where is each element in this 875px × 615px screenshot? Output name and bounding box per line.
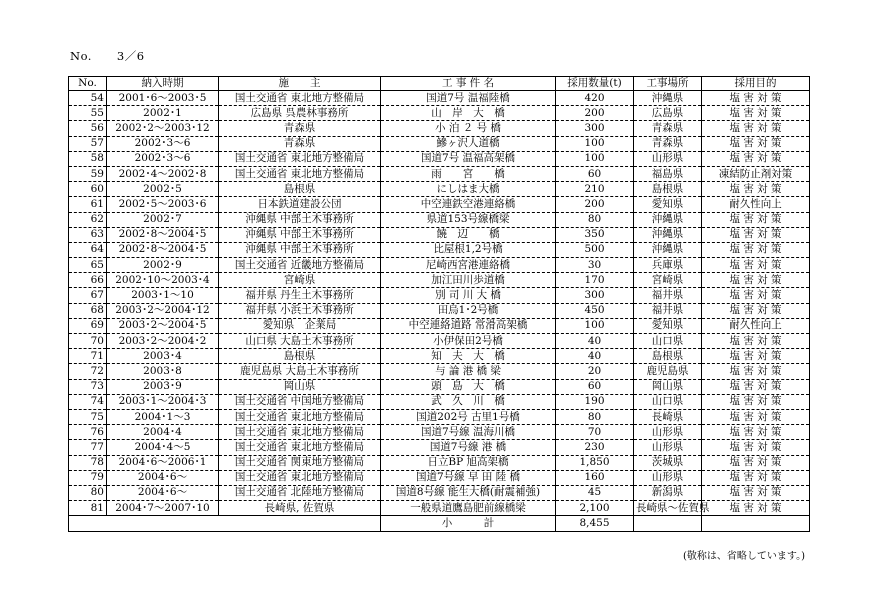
row-period: 2003･2～2004･2 <box>107 334 219 349</box>
row-purpose: 塩 害 対 策 <box>702 394 810 409</box>
row-no: 75 <box>69 409 107 424</box>
row-period: 2003･8 <box>107 364 219 379</box>
row-project: 比屋根1,2号橋 <box>381 242 556 257</box>
row-period: 2003･9 <box>107 379 219 394</box>
row-quantity: 100 <box>556 318 634 333</box>
row-no: 63 <box>69 227 107 242</box>
row-project: 頭 島 大 橋 <box>381 379 556 394</box>
row-project: 中空連絡道路 常滑高架橋 <box>381 318 556 333</box>
row-site: 山形県 <box>634 440 702 455</box>
table-row <box>69 227 810 242</box>
row-quantity: 230 <box>556 440 634 455</box>
row-site: 島根県 <box>634 182 702 197</box>
page-number-label: No. <box>70 49 92 63</box>
table-row <box>69 470 810 485</box>
row-period: 2002･10～2003･4 <box>107 273 219 288</box>
row-quantity: 40 <box>556 349 634 364</box>
table-row <box>69 379 810 394</box>
row-no: 68 <box>69 303 107 318</box>
row-no: 78 <box>69 455 107 470</box>
row-client: 国土交通省 関東地方整備局 <box>219 455 381 470</box>
row-no: 62 <box>69 212 107 227</box>
row-project: 国道8号線 能生大橋(耐震補強) <box>381 485 556 500</box>
row-purpose: 塩 害 対 策 <box>702 303 810 318</box>
row-purpose: 塩 害 対 策 <box>702 425 810 440</box>
row-no: 67 <box>69 288 107 303</box>
row-no: 59 <box>69 166 107 181</box>
row-quantity: 45 <box>556 485 634 500</box>
row-period: 2003･1～2004･3 <box>107 394 219 409</box>
row-quantity: 80 <box>556 212 634 227</box>
row-client: 広島県 呉農林事務所 <box>219 106 381 121</box>
table-row <box>69 182 810 197</box>
row-site: 福井県 <box>634 288 702 303</box>
row-project: 小 泊 ２ 号 橋 <box>381 121 556 136</box>
row-project: 県道153号線橋梁 <box>381 212 556 227</box>
row-purpose: 塩 害 対 策 <box>702 106 810 121</box>
row-period: 2002･7 <box>107 212 219 227</box>
row-quantity: 30 <box>556 258 634 273</box>
row-site: 山形県 <box>634 425 702 440</box>
row-no: 54 <box>69 91 107 106</box>
row-site: 茨城県 <box>634 455 702 470</box>
table-row <box>69 166 810 181</box>
row-project: 国道7号線 港 橋 <box>381 440 556 455</box>
row-no: 61 <box>69 197 107 212</box>
row-project: 国道7号 温福高架橋 <box>381 151 556 166</box>
row-project: 中空連鉄空港連絡橋 <box>381 197 556 212</box>
row-project: 饒 辺 橋 <box>381 227 556 242</box>
table-row <box>69 106 810 121</box>
row-no: 70 <box>69 334 107 349</box>
table-row <box>69 334 810 349</box>
subtotal-quantity: 8,455 <box>556 516 634 532</box>
row-period: 2004･6～ <box>107 470 219 485</box>
header-row <box>69 77 810 91</box>
table-row <box>69 440 810 455</box>
row-quantity: 2,100 <box>556 501 634 516</box>
row-quantity: 210 <box>556 182 634 197</box>
row-period: 2002･8～2004･5 <box>107 227 219 242</box>
row-no: 58 <box>69 151 107 166</box>
row-purpose: 塩 害 対 策 <box>702 151 810 166</box>
row-site: 福島県 <box>634 166 702 181</box>
row-period: 2002･2～2003･12 <box>107 121 219 136</box>
table-row <box>69 242 810 257</box>
row-quantity: 100 <box>556 136 634 151</box>
row-quantity: 450 <box>556 303 634 318</box>
header-project: 工 事 件 名 <box>381 77 556 91</box>
row-project: 雨 宮 橋 <box>381 166 556 181</box>
row-period: 2003･2～2004･12 <box>107 303 219 318</box>
row-site: 兵庫県 <box>634 258 702 273</box>
table-row <box>69 258 810 273</box>
table-header <box>69 77 810 91</box>
row-purpose: 耐久性向上 <box>702 318 810 333</box>
table-row <box>69 455 810 470</box>
row-client: 福井県 小浜土木事務所 <box>219 303 381 318</box>
row-purpose: 塩 害 対 策 <box>702 91 810 106</box>
row-project: 国道7号線 温海川橋 <box>381 425 556 440</box>
row-quantity: 420 <box>556 91 634 106</box>
row-quantity: 350 <box>556 227 634 242</box>
row-purpose: 塩 害 対 策 <box>702 409 810 424</box>
row-site: 山口県 <box>634 334 702 349</box>
row-project: 一般県道鷹島肥前線橋梁 <box>381 501 556 516</box>
row-quantity: 190 <box>556 394 634 409</box>
row-no: 72 <box>69 364 107 379</box>
table-row <box>69 409 810 424</box>
row-site: 愛知県 <box>634 197 702 212</box>
row-purpose: 塩 害 対 策 <box>702 501 810 516</box>
row-site: 鹿児島県 <box>634 364 702 379</box>
row-purpose: 塩 害 対 策 <box>702 288 810 303</box>
subtotal-label: 小 計 <box>381 516 556 532</box>
table-row <box>69 425 810 440</box>
row-client: 国土交通省 東北地方整備局 <box>219 440 381 455</box>
row-purpose: 塩 害 対 策 <box>702 455 810 470</box>
row-project: 与 論 港 橋 梁 <box>381 364 556 379</box>
row-purpose: 塩 害 対 策 <box>702 182 810 197</box>
row-period: 2003･4 <box>107 349 219 364</box>
row-no: 55 <box>69 106 107 121</box>
row-site: 長崎県 <box>634 409 702 424</box>
row-no: 64 <box>69 242 107 257</box>
row-purpose: 塩 害 対 策 <box>702 364 810 379</box>
row-period: 2004･7～2007･10 <box>107 501 219 516</box>
row-client: 青森県 <box>219 121 381 136</box>
subtotal-blank <box>69 516 381 532</box>
row-quantity: 80 <box>556 409 634 424</box>
row-client: 長崎県, 佐賀県 <box>219 501 381 516</box>
header-site: 工事場所 <box>634 77 702 91</box>
row-purpose: 塩 害 対 策 <box>702 273 810 288</box>
row-project: 知 夫 大 橋 <box>381 349 556 364</box>
row-period: 2002･4～2002･8 <box>107 166 219 181</box>
row-site: 青森県 <box>634 136 702 151</box>
row-project: 鰺ヶ沢人道橋 <box>381 136 556 151</box>
row-period: 2004･1～3 <box>107 409 219 424</box>
row-period: 2001･6～2003･5 <box>107 91 219 106</box>
row-project: 山 岸 大 橋 <box>381 106 556 121</box>
row-period: 2004･6～2006･1 <box>107 455 219 470</box>
row-no: 80 <box>69 485 107 500</box>
row-period: 2004･4～5 <box>107 440 219 455</box>
row-quantity: 60 <box>556 379 634 394</box>
row-no: 60 <box>69 182 107 197</box>
header-quantity: 採用数量(t) <box>556 77 634 91</box>
row-client: 山口県 大島土木事務所 <box>219 334 381 349</box>
row-client: 沖縄県 中部土木事務所 <box>219 227 381 242</box>
row-client: 青森県 <box>219 136 381 151</box>
row-site: 宮崎県 <box>634 273 702 288</box>
row-project: 小伊保田2号橋 <box>381 334 556 349</box>
row-period: 2002･9 <box>107 258 219 273</box>
row-project: 国道202号 古里1号橋 <box>381 409 556 424</box>
row-client: 国土交通省 近畿地方整備局 <box>219 258 381 273</box>
row-site: 山形県 <box>634 470 702 485</box>
row-project: にしはま大橋 <box>381 182 556 197</box>
row-purpose: 塩 害 対 策 <box>702 258 810 273</box>
row-project: 国道7号線 早 田 陸 橋 <box>381 470 556 485</box>
header-purpose: 採用目的 <box>702 77 810 91</box>
row-client: 沖縄県 中部土木事務所 <box>219 212 381 227</box>
row-quantity: 20 <box>556 364 634 379</box>
row-purpose: 塩 害 対 策 <box>702 121 810 136</box>
row-quantity: 200 <box>556 106 634 121</box>
row-quantity: 300 <box>556 121 634 136</box>
row-no: 76 <box>69 425 107 440</box>
row-period: 2002･5 <box>107 182 219 197</box>
row-period: 2002･1 <box>107 106 219 121</box>
row-site: 青森県 <box>634 121 702 136</box>
row-client: 国土交通省 中国地方整備局 <box>219 394 381 409</box>
row-purpose: 塩 害 対 策 <box>702 212 810 227</box>
row-client: 国土交通省 東北地方整備局 <box>219 166 381 181</box>
table-row <box>69 91 810 106</box>
row-no: 73 <box>69 379 107 394</box>
row-project: 田烏1･2号橋 <box>381 303 556 318</box>
row-no: 56 <box>69 121 107 136</box>
row-project: 別 司 川 大 橋 <box>381 288 556 303</box>
row-client: 日本鉄道建設公団 <box>219 197 381 212</box>
table-row <box>69 212 810 227</box>
row-site: 愛知県 <box>634 318 702 333</box>
row-site: 沖縄県 <box>634 212 702 227</box>
row-client: 福井県 丹生土木事務所 <box>219 288 381 303</box>
row-site: 新潟県 <box>634 485 702 500</box>
row-no: 79 <box>69 470 107 485</box>
row-no: 74 <box>69 394 107 409</box>
table-row <box>69 349 810 364</box>
row-site: 長崎県～佐賀県 <box>634 501 702 516</box>
row-period: 2004･4 <box>107 425 219 440</box>
row-purpose: 塩 害 対 策 <box>702 349 810 364</box>
row-no: 69 <box>69 318 107 333</box>
row-site: 沖縄県 <box>634 242 702 257</box>
row-no: 77 <box>69 440 107 455</box>
row-client: 島根県 <box>219 182 381 197</box>
row-quantity: 70 <box>556 425 634 440</box>
header-client: 施 主 <box>219 77 381 91</box>
row-client: 国土交通省 北陸地方整備局 <box>219 485 381 500</box>
row-client: 島根県 <box>219 349 381 364</box>
row-client: 沖縄県 中部土木事務所 <box>219 242 381 257</box>
row-purpose: 塩 害 対 策 <box>702 485 810 500</box>
table-row <box>69 303 810 318</box>
row-site: 沖縄県 <box>634 227 702 242</box>
table-row <box>69 288 810 303</box>
row-quantity: 40 <box>556 334 634 349</box>
row-no: 57 <box>69 136 107 151</box>
table-row <box>69 501 810 516</box>
row-site: 島根県 <box>634 349 702 364</box>
row-quantity: 200 <box>556 197 634 212</box>
row-client: 愛知県 企業局 <box>219 318 381 333</box>
table-row <box>69 318 810 333</box>
row-no: 71 <box>69 349 107 364</box>
row-project: 日立BP 旭高架橋 <box>381 455 556 470</box>
row-client: 国土交通省 東北地方整備局 <box>219 91 381 106</box>
row-quantity: 160 <box>556 470 634 485</box>
row-site: 沖縄県 <box>634 91 702 106</box>
table-footer <box>69 516 810 532</box>
row-purpose: 塩 害 対 策 <box>702 379 810 394</box>
subtotal-blank-site <box>634 516 702 532</box>
row-purpose: 塩 害 対 策 <box>702 242 810 257</box>
row-period: 2002･5～2003･6 <box>107 197 219 212</box>
row-site: 岡山県 <box>634 379 702 394</box>
row-period: 2003･1～10 <box>107 288 219 303</box>
row-client: 鹿児島県 大島土木事務所 <box>219 364 381 379</box>
row-client: 国土交通省 東北地方整備局 <box>219 470 381 485</box>
row-purpose: 塩 害 対 策 <box>702 136 810 151</box>
header-no: No. <box>69 77 107 91</box>
table-row <box>69 121 810 136</box>
row-period: 2004･6～ <box>107 485 219 500</box>
row-quantity: 300 <box>556 288 634 303</box>
row-client: 国土交通省 東北地方整備局 <box>219 151 381 166</box>
row-quantity: 170 <box>556 273 634 288</box>
row-purpose: 耐久性向上 <box>702 197 810 212</box>
row-quantity: 60 <box>556 166 634 181</box>
header-period: 納入時期 <box>107 77 219 91</box>
row-no: 81 <box>69 501 107 516</box>
table-row <box>69 273 810 288</box>
row-no: 66 <box>69 273 107 288</box>
page-number-value: 3／6 <box>116 49 145 63</box>
row-site: 山形県 <box>634 151 702 166</box>
row-period: 2002･3～6 <box>107 136 219 151</box>
subtotal-row <box>69 516 810 532</box>
subtotal-blank-purpose <box>702 516 810 532</box>
page-number <box>70 48 145 64</box>
row-purpose: 塩 害 対 策 <box>702 440 810 455</box>
row-purpose: 塩 害 対 策 <box>702 470 810 485</box>
row-period: 2003･2～2004･5 <box>107 318 219 333</box>
row-project: 加江田川歩道橋 <box>381 273 556 288</box>
row-site: 福井県 <box>634 303 702 318</box>
row-no: 65 <box>69 258 107 273</box>
row-site: 広島県 <box>634 106 702 121</box>
table-row <box>69 136 810 151</box>
row-quantity: 100 <box>556 151 634 166</box>
row-quantity: 1,850 <box>556 455 634 470</box>
row-purpose: 塩 害 対 策 <box>702 334 810 349</box>
adoption-record-table <box>68 76 810 532</box>
table-body <box>69 91 810 516</box>
row-project: 国道7号 温福陸橋 <box>381 91 556 106</box>
row-quantity: 500 <box>556 242 634 257</box>
table-row <box>69 364 810 379</box>
row-client: 国土交通省 東北地方整備局 <box>219 409 381 424</box>
row-client: 宮崎県 <box>219 273 381 288</box>
table-row <box>69 485 810 500</box>
row-site: 山口県 <box>634 394 702 409</box>
row-period: 2002･3～6 <box>107 151 219 166</box>
row-client: 国土交通省 東北地方整備局 <box>219 425 381 440</box>
row-purpose: 凍結防止剤対策 <box>702 166 810 181</box>
row-client: 岡山県 <box>219 379 381 394</box>
table-row <box>69 197 810 212</box>
honorific-note: (敬称は、省略しています。) <box>682 551 805 562</box>
row-project: 尼崎西宮港連絡橋 <box>381 258 556 273</box>
table-row <box>69 394 810 409</box>
table-row <box>69 151 810 166</box>
row-period: 2002･8～2004･5 <box>107 242 219 257</box>
row-project: 武 久 川 橋 <box>381 394 556 409</box>
row-purpose: 塩 害 対 策 <box>702 227 810 242</box>
